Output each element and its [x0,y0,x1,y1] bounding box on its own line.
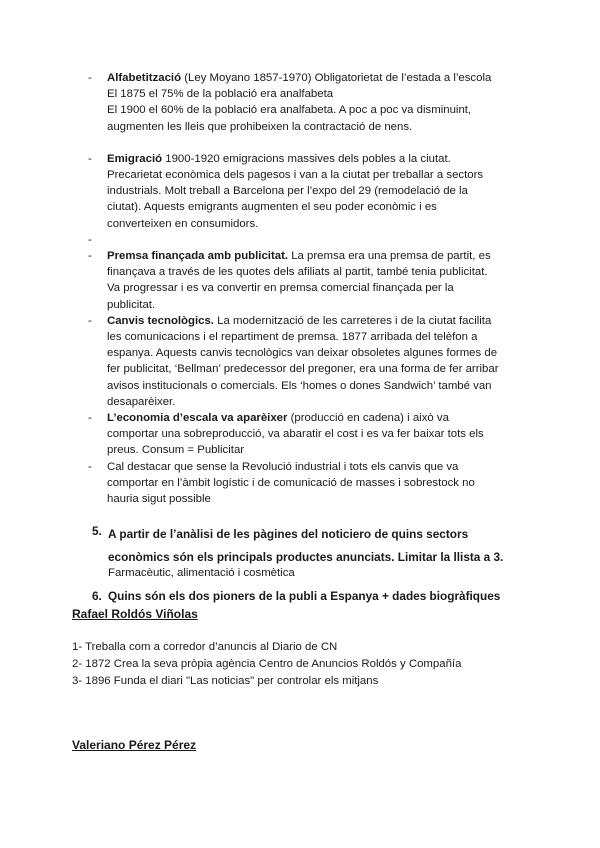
bullet-line: converteixen en consumidors. [107,217,259,230]
bullet-line: publicitat. [107,298,156,311]
bullet-line: (producció en cadena) i això va [287,412,449,425]
pioneer-details [72,639,461,690]
answer-5: Farmacèutic, alimentació i cosmètica [108,567,295,579]
bullet-line: Precarietat econòmica dels pagesos i van a la ciutat per treballar a sectors [107,169,484,182]
bullet-line: comportar en l’àmbit logístic i de comunicació de masses i sobrestock no [107,476,475,489]
dash-marker: - [88,412,92,425]
question-line: econòmics són els principals productes anunciats. Limitar la llista a 3. [108,550,504,564]
bullet-line: preus. Consum = Publicitar [107,444,245,457]
dash-marker: - [88,72,92,84]
bullet-line: espanya. Aquests canvis tecnològics van deixar obsoletes algunes formes de [107,347,498,360]
spacer [84,135,524,151]
detail-item: 2- 1872 Crea la seva pròpia agència Centro de Anuncios Roldós y Compañía [72,658,462,670]
bullet-line: les comunicacions i el repartiment de premsa. 1877 arribada del telèfon a [107,331,478,344]
dash-marker: - [88,233,92,246]
bullet-line: industrials. Molt treball a Barcelona per l’expo del 29 (remodelació de la [107,185,468,198]
bullet-heading: Premsa finançada amb publicitat. [107,250,289,263]
question-line: A partir de l’anàlisi de les pàgines del noticiero de quins sectors [108,527,469,541]
bullet-line: avisos institucionals o comercials. Els ‘homes o dones Sandwich’ també van [107,379,492,392]
bullet-conclusio [84,459,524,508]
bullet-line: La modernització de les carreteres i de la ciutat facilita [213,314,492,327]
bullet-line: fer publicitat, ‘Bellman’ predecessor del pregoner, era una forma de fer arribar [107,363,499,376]
bullet-premsa [84,248,524,313]
bullet-line: El 1900 el 60% de la població era analfabeta. A poc a poc va disminuint, [107,104,472,117]
bullet-line: comportar una sobreproducció, va abaratir el cost i es va fer baixar tots els [107,428,484,441]
detail-item: 1- Treballa com a corredor d’anuncis al Diario de CN [72,641,338,653]
bullet-emigracio [84,151,524,232]
bullet-heading: L’economia d’escala va aparèixer [107,412,288,425]
question-5 [92,523,532,569]
bullet-line: finançava a través de les quotes dels afiliats al partit, també tenia publicitat. [107,266,488,279]
question-number: 5. [92,524,102,538]
pioneer-name: Valeriano Pérez Pérez [72,738,197,752]
bullet-line: El 1875 el 75% de la població era analfabeta [107,88,334,101]
question-number: 6. [92,589,102,603]
question-6 [92,588,532,604]
pioneer-name: Rafael Roldós Viñolas [72,607,198,621]
dash-marker: - [88,314,92,327]
bullet-line: desaparèixer. [107,395,176,408]
question-text: Quins són els dos pioners de la publi a Espanya + dades biogràfiques [108,589,501,603]
bullet-empty [84,232,524,248]
dash-marker: - [88,460,92,473]
bullet-line: (Ley Moyano 1857-1970) Obligatorietat de l’estada a l’escola [181,72,492,84]
detail-item: 3- 1896 Funda el diari "Las noticias" per controlar els mitjans [72,675,379,687]
bullet-line: ciutat). Aquests emigrants augmenten el seu poder econòmic i es [107,201,437,214]
bullet-line: Va progressar i es va convertir en premsa comercial finançada per la [107,282,454,295]
bullet-line: 1900-1920 emigracions massives dels pobles a la ciutat. [162,152,451,165]
dash-marker: - [88,152,92,165]
bullet-line: hauria sigut possible [107,493,211,506]
bullet-heading: Alfabetització [107,72,182,84]
bullet-heading: Canvis tecnològics. [107,314,214,327]
dash-marker: - [88,250,92,263]
bullet-canvis [84,313,524,410]
bullet-line: augmenten les lleis que prohibeixen la contractació de nens. [107,120,413,133]
bullet-list [84,70,524,507]
bullet-line: Cal destacar que sense la Revolució industrial i tots els canvis que va [107,460,459,473]
bullet-alfabetitzacio [84,70,524,135]
bullet-line: La premsa era una premsa de partit, es [288,250,491,263]
bullet-economia [84,410,524,459]
question-text [92,523,532,569]
bullet-heading: Emigració [107,152,163,165]
